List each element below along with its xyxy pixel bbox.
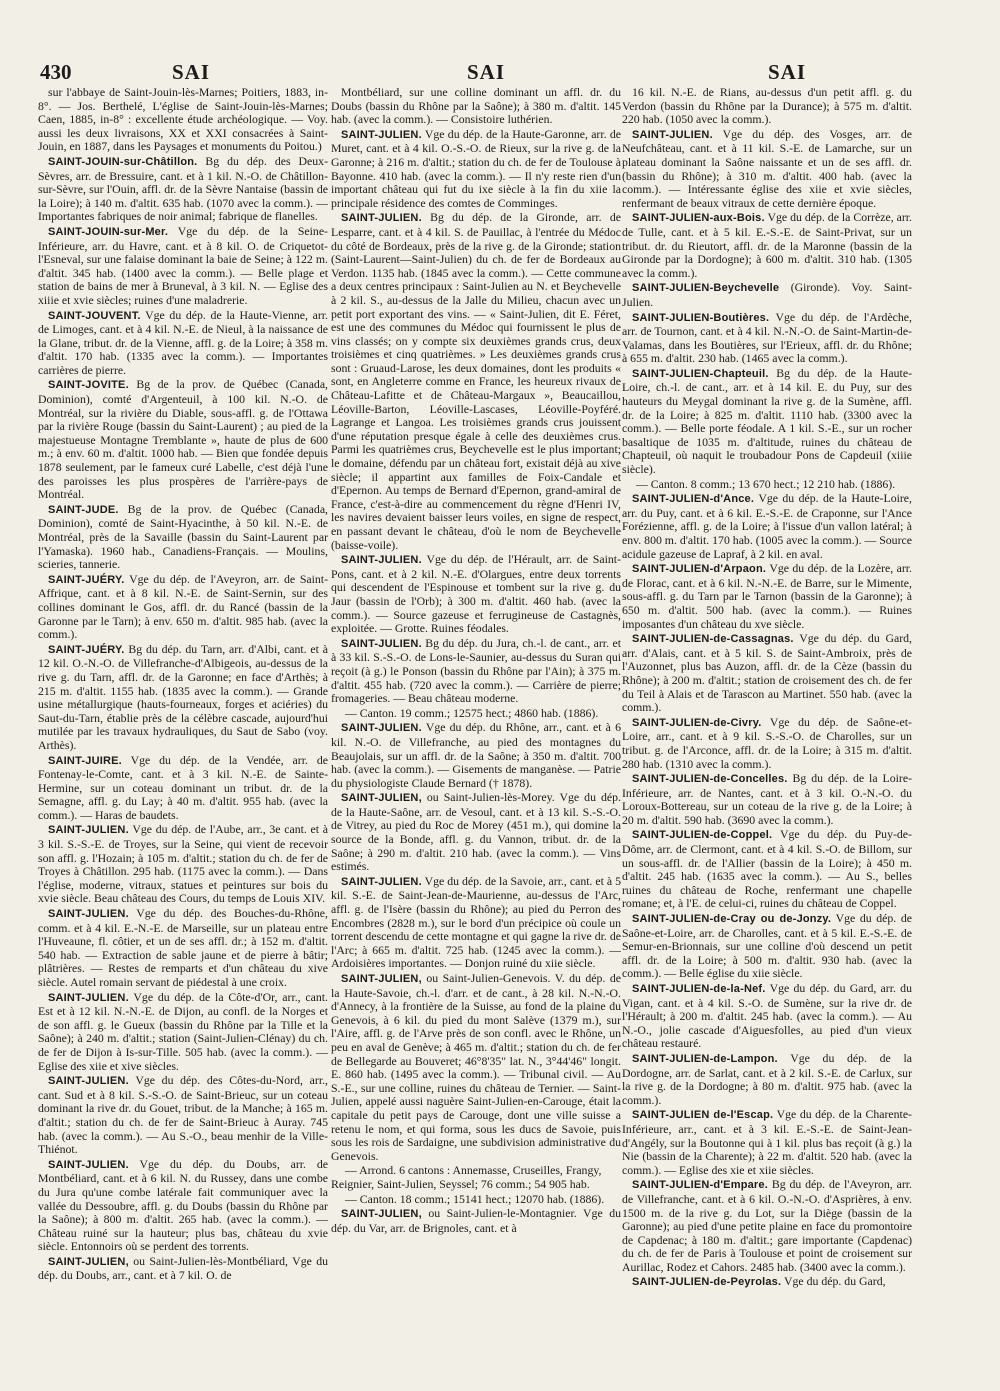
entry-headword: SAINT-JULIEN-de-la-Nef. xyxy=(632,983,766,995)
entry-headword: SAINT-JULIEN. xyxy=(48,1075,129,1088)
entry-text: — Arrond. 6 cantons : Annemasse, Cruseilles, Frangy, Reignier, Saint-Julien, Seyssel; 76 comm.; 54 905 hab. xyxy=(331,1163,602,1191)
dictionary-entry xyxy=(622,1275,912,1290)
entry-text: ou Saint-Julien-Genevois. V. du dép. de la Haute-Savoie, ch.-l. d'arr. et de cant., à 28 kil. N.-N.-O. d'Annecy, à la frontière de la Suisse, au fond de la plaine du Genevois, à 6 kil. du pied du mont Salève (1379 m.), sur l'Aire, affl. g. de l'Arve près de son confl. avec le Rhône, un peu en aval de Genève; à 465 m. d'altit.; station du ch. de fer de Bellegarde au Bouveret; 46°8'35" lat. N., 3°44'46" longit. E. 860 hab. (1495 avec la comm.). — Tribunal civil. — Au S.-E., sur une colline, ruines du château de Ternier. — Saint-Julien, appelé aussi naguère Saint-Julien-en-Carouge, était la capitale du petit pays de Carouge, dont une ville suisse a retenu le nom, et qui forma, sous les ducs de Savoie, puis sous les rois de Sardaigne, une subdivision administrative du Genevois. xyxy=(331,971,621,1163)
entry-text: Vge du dép. du Puy-de-Dôme, arr. de Clermont, cant. et à 4 kil. S.-O. de Billom, sur un sous-affl. dr. de l'Allier (bassin de la Loire); à 450 m. d'altit. 245 hab. (1635 avec la comm.). — Au S., belles ruines du château de Roche, renfermant une chapelle romane; et, à l'E. de celui-ci, ruines du château de Coppel. xyxy=(622,827,912,911)
dictionary-entry xyxy=(622,367,912,477)
entry-headword: SAINT-JULIEN. xyxy=(341,875,422,888)
dictionary-entry xyxy=(622,128,912,211)
dictionary-entry xyxy=(622,982,912,1051)
entry-text: Vge du dép. de la Haute-Loire, arr. du Puy, cant. et à 6 kil. E.-S.-E. de Craponne, sur l'Ance Forézienne, affl. g. de la Loire; à l'issue d'un vallon latéral; à env. 800 m. d'altit. 170 hab. (1005 avec la comm.). — Source acidule gazeuse de Lapraf, à 2 kil. en aval. xyxy=(622,491,912,561)
entry-headword: SAINT-JULIEN. xyxy=(341,722,422,735)
entry-text: Bg du dép. de la Loire-Inférieure, arr. de Nantes, cant. et à 3 kil. O.-N.-O. du Loroux-Bottereau, sur un coteau de la rive g. de la Loire; à 20 m. d'altit. 590 hab. (3690 avec la comm.). xyxy=(622,771,912,827)
entry-headword: SAINT-JULIEN. xyxy=(341,637,422,650)
entry-headword: SAINT-JULIEN. xyxy=(341,212,422,225)
entry-text: — Canton. 19 comm.; 12575 hect.; 4860 hab. (1886). xyxy=(345,705,599,720)
entry-text: 16 kil. N.-E. de Rians, au-dessus d'un petit affl. g. du Verdon (bassin du Rhône par la Durance); à 575 m. d'altit. 220 hab. (1050 avec la comm.). xyxy=(622,86,912,127)
entry-headword: SAINT-JUÉRY. xyxy=(48,573,125,586)
dictionary-entry xyxy=(331,1207,621,1235)
entry-text: Vge du dép. de la Haute-Garonne, arr. de Muret, cant. et à 4 kil. O.-S.-O. de Rieux, sur la rive g. de la Garonne; à 216 m. d'altit.; station du ch. de fer de Toulouse à Bayonne. 410 hab. (avec la comm.). — Il n'y reste rien d'un important château qui fut du ixe siècle à la fin du xiie la principale résidence des comtes de Comminges. xyxy=(331,126,621,210)
entry-text: Vge du dép. de la Charente-Inférieure, arr., cant. et à 3 kil. E.-S.-E. de Saint-Jean-d'Angély, sur la Boutonne qui à 1 kil. plus bas reçoit (à g.) la Nie (bassin de la Charente); à 22 m. d'altit. 520 hab. (avec la comm.). — Eglise des xie et xiie siècles. xyxy=(622,1107,912,1177)
entry-text: ou Saint-Julien-le-Montagnier. Vge du dép. du Var, arr. de Brignoles, cant. et à xyxy=(331,1206,621,1235)
entry-headword: SAINT-JULIEN-Chapteuil. xyxy=(632,367,769,380)
dictionary-entry xyxy=(38,1158,328,1254)
running-head-right: SAI xyxy=(768,60,807,84)
dictionary-entry xyxy=(622,1052,912,1107)
entry-text: ou Saint-Julien-lès-Montbéliard, Vge du dép. du Doubs, arr., cant. et à 7 kil. O. de xyxy=(38,1253,328,1283)
text-column-1 xyxy=(38,86,328,1382)
entry-text: Vge du dép. de Saône-et-Loire, arr. de Charolles, cant. et à 5 kil. E.-S.-E. de Semur-en-Brionnais, sur une colline d'où descend un petit affl. dr. de la Loire; à 500 m. d'altit. 930 hab. (avec la comm.). — Belle église du xiie siècle. xyxy=(622,911,912,981)
entry-headword: SAINT-JULIEN-d'Empare. xyxy=(632,1179,768,1192)
dictionary-entry xyxy=(622,772,912,827)
entry-headword: SAINT-JOVITE. xyxy=(48,379,129,392)
dictionary-entry xyxy=(38,225,328,308)
entry-text: Vge du dép. de la Côte-d'Or, arr., cant. Est et à 12 kil. N.-N.-E. de Dijon, au confl. de la Norges et de son affl. g. le Gueux (bassin du Rhône par la Tille et la Saône); à 240 m. d'altit.; station (Saint-Julien-Clénay) du ch. de fer de Dijon à Is-sur-Tille. 505 hab. (avec la comm.). — Eglise des xiie et xive siècles. xyxy=(38,989,328,1073)
entry-headword: SAINT-JULIEN. xyxy=(48,824,129,837)
entry-headword: SAINT-JULIEN. xyxy=(48,908,129,921)
entry-text: Bg du dép. du Tarn, arr. d'Albi, cant. et à 12 kil. O.-N.-O. de Villefranche-d'Albigeois, au-dessus de la rive g. du Tarn, affl. dr. de la Garonne; en face d'Arthès; à 215 m. d'altit. 1155 hab. (1835 avec la comm.). — Grande usine métallurgique (hauts-fourneaux, forges et aciéries) du Saut-du-Tarn, établie près de la célèbre cascade, aujourd'hui mutilée par les travaux hydrauliques, du Saut de Sabo (voy. Arthès). xyxy=(38,641,328,752)
entry-text: Vge du dép. de l'Aube, arr., 3e cant. et à 3 kil. S.-S.-E. de Troyes, sur la Seine, qui vient de recevoir son affl. g. l'Hozain; à 105 m. d'altit.; station du ch. de fer de Troyes à Châtillon. 295 hab. (1175 avec la comm.). — Dans l'église, moderne, vitraux, statues et peintures sur bois du xvie siècle. Beau château des Cours, du temps de Louis XIV. xyxy=(38,822,328,906)
entry-headword: SAINT-JULIEN-d'Ance. xyxy=(632,493,755,506)
dictionary-entry xyxy=(331,128,621,211)
dictionary-entry xyxy=(331,86,621,127)
entry-text: Vge du dép. de l'Hérault, arr. de Saint-Pons, cant. et à 2 kil. N.-E. d'Olargues, entre deux torrents qui descendent de l'Espinouse et tombent sur la rive g. du Jaur (bassin de l'Orb); à 300 m. d'altit. 460 hab. (avec la comm.). — Source gazeuse et ferrugineuse de Castagnès, exploitée. — Grotte. Ruines féodales. xyxy=(331,552,621,636)
entry-text: Vge du dép. de la Corrèze, arr. de Tulle, cant. et à 5 kil. E.-S.-E. de Saint-Privat, sur un tribut. dr. du Rieutort, affl. dr. de la Maronne (bassin de la Gironde par la Dordogne); à 600 m. d'altit. 310 hab. (1305 avec la comm.). xyxy=(622,210,912,280)
entry-text: Vge du dép. de la Savoie, arr., cant. et à 5 kil. S.-E. de Saint-Jean-de-Maurienne, au-dessus de l'Arc, affl. g. de l'Isère (bassin du Rhône); au pied du Perron des Encombres (2828 m.), sur le bord d'un précipice où coule un torrent descendu de cette montagne et qui gagne la rive dr. de l'Arc; à 665 m. d'altit. 725 hab. (1245 avec la comm.). — Ardoisières importantes. — Donjon ruiné du xiie siècle. xyxy=(331,873,621,971)
dictionary-entry xyxy=(622,1108,912,1177)
entry-text: Vge du dép. de l'Ardèche, arr. de Tournon, cant. et à 4 kil. N.-N.-O. de Saint-Martin-de-Valamas, dans les Boutières, sur l'Erieux, affl. dr. du Rhône; à 655 m. d'altit. 230 hab. (1465 avec la comm.). xyxy=(622,309,912,366)
entry-headword: SAINT-JULIEN. xyxy=(632,128,713,141)
entry-text: Vge du dép. du Doubs, arr. de Montbéliard, cant. et à 6 kil. N. du Russey, dans une combe du Jura qu'une combe latérale fait communiquer avec la vallée du Dessoubre, affl. g. du Doubs (bassin du Rhône par la Saône); à 800 m. d'altit. 265 hab. (avec la comm.). — Château ruiné sur la hauteur; plus bas, château du xvie siècle. Entonnoirs où se perdent des torrents. xyxy=(38,1156,328,1254)
entry-text: Vge du dép. du Gard, arr. du Vigan, cant. et à 4 kil. S.-O. de Sumène, sur la rive dr. de l'Hérault; à 200 m. d'altit. 245 hab. (avec la comm.). — Au N.-O., jolie cascade d'Aiguesfolles, au pied d'un vieux château restauré. xyxy=(622,981,912,1051)
dictionary-entry xyxy=(38,907,328,990)
running-head-center: SAI xyxy=(467,60,506,84)
entry-headword: SAINT-JUDE. xyxy=(48,503,119,516)
entry-text: Vge du dép. du Rhône, arr., cant. et à 6 kil. N.-O. de Villefranche, au pied des montagnes du Beaujolais, sur un affl. dr. de la Saône; à 350 m. d'altit. 700 hab. (avec la comm.). — Gisements de manganèse. — Patrie du physiologiste Claude Bernard († 1878). xyxy=(331,720,621,790)
entry-text: (Gironde). Voy. Saint-Julien. xyxy=(622,280,912,309)
dictionary-entry xyxy=(622,311,912,366)
dictionary-entry xyxy=(38,155,328,224)
entry-text: Vge du dép. du Gard, xyxy=(784,1274,886,1289)
entry-text: — Canton. 8 comm.; 13 670 hect.; 12 210 hab. (1886). xyxy=(636,476,896,491)
entry-headword: SAINT-JULIEN-de-Peyrolas. xyxy=(632,1276,782,1289)
dictionary-entry xyxy=(331,1164,621,1191)
entry-text: Vge du dép. du Gard, arr. d'Alais, cant. et à 5 kil. S. de Saint-Ambroix, près de l'Auzonnet, plus bas Auzon, affl. dr. de la Cèze (bassin du Rhône); à 200 m. d'altit.; station de croisement des ch. de fer du Teil à Alais et de Tarascon au Martinet. 550 hab. (avec la comm.). xyxy=(622,631,912,715)
dictionary-entry xyxy=(622,828,912,911)
entry-text: Vge du dép. de l'Aveyron, arr. de Saint-Affrique, cant. et à 8 kil. N.-E. de Saint-Sernin, sur des collines dominant le Gos, affl. dr. du Rancé (bassin de la Garonne par le Tarn); à env. 650 m. d'altit. 985 hab. (avec la comm.). xyxy=(38,571,328,642)
entry-headword: SAINT-JULIEN-Beychevelle xyxy=(632,282,780,295)
page-header xyxy=(0,60,1000,84)
dictionary-entry xyxy=(38,754,328,823)
entry-text: Bg de la prov. de Québec (Canada, Dominion), comté d'Argenteuil, à 100 kil. N.-O. de Montréal, sur la rivière du Diable, sous-affl. g. de l'Ottawa par la rivière Rouge (bassin du Saint-Laurent) ; au pied de la majestueuse Montagne Tremblante », haute de plus de 600 m.; à env. 60 m. d'altit. 1000 hab. — Bien que fondée depuis 1878 seulement, par le fameux curé Labelle, c'est déjà l'une des paroisses les plus prospères de l'arrière-pays de Montréal. xyxy=(38,377,328,502)
entry-headword: SAINT-JULIEN-de-Civry. xyxy=(632,716,762,729)
entry-text: — Canton. 18 comm.; 15141 hect.; 12070 hab. (1886). xyxy=(345,1191,605,1206)
text-column-3 xyxy=(622,86,912,1382)
entry-text: sur l'abbaye de Saint-Jouin-lès-Marnes; Poitiers, 1883, in-8°. — Jos. Berthelé, L'église de Saint-Jouin-lès-Marnes; Caen, 1885, in-8° : excellente étude archéologique. — Voy. aussi les deux livraisons, XX et XXI consacrées à Saint-Jouin, en 1887, dans les Paysages et monuments du Poitou.) xyxy=(38,86,328,154)
entry-headword: SAINT-JOUIN-sur-Châtillon. xyxy=(48,155,198,168)
running-head-left: SAI xyxy=(172,60,211,84)
entry-headword: SAINT-JULIEN de-l'Escap. xyxy=(632,1109,774,1122)
dictionary-entry xyxy=(331,791,621,874)
entry-text: Vge du dép. des Côtes-du-Nord, arr., cant. Sud et à 8 kil. S.-S.-O. de Saint-Brieuc, sur un coteau dominant la rive dr. du Gouet, tribut. de la Manche; à 165 m. d'altit.; station du ch. de fer de Saint-Brieuc à Auray. 745 hab. (avec la comm.). — Au S.-O., beau menhir de la Ville-Thiénot. xyxy=(38,1073,328,1157)
entry-text: Vge du dép. des Bouches-du-Rhône, comm. et à 4 kil. E.-N.-E. de Marseille, sur un plateau entre l'Huveaune, fl. côtier, et un de ses affl. dr.; à 152 m. d'altit. 540 hab. — Extraction de sable jaune et de pierre à bâtir; plâtrières. — Restes de remparts et d'un château du xive siècle. Autel romain servant de piédestal à une croix. xyxy=(38,906,328,989)
dictionary-entry xyxy=(331,875,621,971)
entry-headword: SAINT-JUIRE. xyxy=(48,754,122,767)
dictionary-entry xyxy=(331,637,621,706)
dictionary-entry xyxy=(38,309,328,378)
entry-headword: SAINT-JULIEN-aux-Bois. xyxy=(632,212,765,225)
dictionary-entry xyxy=(622,632,912,715)
dictionary-entry xyxy=(622,912,912,981)
dictionary-entry xyxy=(38,991,328,1074)
entry-headword: SAINT-JULIEN-Boutières. xyxy=(632,311,770,324)
entry-text: Bg du dép. des Deux-Sèvres, arr. de Bressuire, cant. et à 1 kil. N.-O. de Châtillon-sur-Sèvre, sur l'Ouin, affl. dr. de la Sèvre Nantaise (bassin de la Loire); à 140 m. d'altit. 635 hab. (1070 avec la comm.). — Importantes fabriques de noir animal; fabrique de flanelles. xyxy=(38,153,328,224)
dictionary-entry xyxy=(38,86,328,154)
text-column-2 xyxy=(331,86,621,1382)
entry-text: Bg du dép. du Jura, ch.-l. de cant., arr. et à 33 kil. S.-S.-O. de Lons-le-Saunier, au-dessus du Suran qui reçoit (à g.) le Ponson (bassin du Rhône par l'Ain); à 375 m. d'altit. 455 hab. (720 avec la comm.). — Carrière de pierre; fromageries. — Beau château moderne. xyxy=(331,635,621,706)
entry-text: Bg de la prov. de Québec (Canada, Dominion), comté de Saint-Hyacinthe, à 50 kil. N.-E. de Montréal, près de la Savaille (bassin du Saint-Laurent par l'Yamaska). 1960 hab., Canadiens-Français. — Moulins, scieries, tannerie. xyxy=(38,501,328,572)
dictionary-entry xyxy=(622,562,912,631)
dictionary-entry xyxy=(38,503,328,572)
entry-text: Vge du dép. de la Haute-Vienne, arr. de Limoges, cant. et à 4 kil. N.-E. de Nieul, à la naissance de la Glane, tribut. dr. de la Vienne, affl. g. de la Loire; à 358 m. d'altit. 170 hab. (1335 avec la comm.). — Importantes carrières de pierre. xyxy=(38,307,328,377)
dictionary-entry xyxy=(622,716,912,771)
dictionary-entry xyxy=(622,281,912,309)
entry-text: Vge du dép. de la Lozère, arr. de Florac, cant. et à 6 kil. N.-N.-E. de Barre, sur le Mimente, sous-affl. g. du Tarn par le Tarnon (bassin de la Garonne); à 650 m. d'altit. 500 hab. (avec la comm.). — Ruines imposantes d'un château du xve siècle. xyxy=(622,561,912,631)
entry-headword: SAINT-JULIEN-de-Coppel. xyxy=(632,829,773,842)
entry-headword: SAINT-JULIEN. xyxy=(48,1158,129,1171)
entry-headword: SAINT-JOUIN-sur-Mer. xyxy=(48,225,169,238)
dictionary-entry xyxy=(622,478,912,492)
dictionary-entry xyxy=(331,972,621,1163)
entry-headword: SAINT-JULIEN, xyxy=(341,973,422,985)
entry-text: Vge du dép. de la Seine-Inférieure, arr. du Havre, cant. et à 8 kil. O. de Criquetot-l'Esneval, sur une falaise dominant la baie de Seine; à 122 m. d'altit. 345 hab. (1400 avec la comm.). — Belle plage et station de bains de mer à Bruneval, à 3 kil. N. — Eglise des xiiie et xvie siècles; ruines d'une maladrerie. xyxy=(38,223,328,307)
dictionary-entry xyxy=(38,823,328,906)
dictionary-entry xyxy=(622,492,912,561)
entry-text: Bg du dép. de l'Aveyron, arr. de Villefranche, cant. et à 6 kil. O.-N.-O. d'Asprières, à env. 1500 m. de la rive g. du Lot, sur la Diège (bassin de la Garonne); au pied d'une petite plaine en face du promontoire de Capdenac; à 180 m. d'altit.; gare importante (Capdenac) du ch. de fer de Paris à Toulouse et point de croisement sur Aurillac, Rodez et Cahors. 2485 hab. (3400 avec la comm.). xyxy=(622,1177,912,1274)
entry-headword: SAINT-JULIEN, xyxy=(341,792,422,805)
dictionary-entry xyxy=(331,721,621,790)
entry-text: Vge du dép. de la Dordogne, arr. de Sarlat, cant. et à 2 kil. S.-E. de Carlux, sur la rive g. de la Dordogne; à 80 m. d'altit. 975 hab. (avec la comm.). xyxy=(622,1050,912,1107)
dictionary-entry xyxy=(622,86,912,127)
dictionary-entry xyxy=(331,553,621,636)
entry-headword: SAINT-JULIEN, xyxy=(48,1255,129,1268)
dictionary-entry xyxy=(331,211,621,552)
entry-headword: SAINT-JULIEN, xyxy=(341,1208,422,1221)
entry-text: Vge du dép. des Vosges, arr. de Neufchâteau, cant. et à 11 kil. S.-E. de Lamarche, sur un plateau dominant la Saône naissante et un de ses affl. dr. (bassin du Rhône); à 310 m. d'altit. 400 hab. (avec la comm.). — Intéressante église des xiie et xvie siècles, renfermant de beaux vitraux de cette dernière époque. xyxy=(622,126,912,210)
entry-headword: SAINT-JUÉRY. xyxy=(48,643,125,656)
entry-text: Bg du dép. de la Haute-Loire, ch.-l. de cant., arr. et à 14 kil. E. du Puy, sur des hauteurs du Meygal dominant la rive g. de la Sumène, affl. dr. de la Loire; à 825 m. d'altit. 1110 hab. (3300 avec la comm.). — Belle porte féodale. A 1 kil. S.-E., sur un rocher basaltique de 1035 m. d'altitude, ruines du château de Chapteuil, où naquit le troubadour Pons de Capdeuil (xiiie siècle). xyxy=(622,365,912,477)
entry-text: Montbéliard, sur une colline dominant un affl. dr. du Doubs (bassin du Rhône par la Saône); à 380 m. d'altit. 145 hab. (avec la comm.). — Consistoire luthérien. xyxy=(331,86,621,127)
dictionary-entry xyxy=(38,1074,328,1157)
dictionary-entry xyxy=(38,573,328,642)
entry-text: Bg du dép. de la Gironde, arr. de Lesparre, cant. et à 4 kil. S. de Pauillac, à l'entrée du Médoc du côté de Bordeaux, près de la rive g. de la Gironde; station (Saint-Laurent—Saint-Julien) du ch. de fer de Bordeaux au Verdon. 1135 hab. (1845 avec la comm.). — Cette commune a deux centres principaux : Saint-Julien au N. et Beychevelle à 2 kil. S., au-dessus de la Jalle du Milieu, chacun avec un petit port exportant des vins. — « Saint-Julien, dit E. Féret, est une des communes du Médoc qui fournissent le plus de vins classés; on y compte six deuxièmes grands crus, deux troisièmes et cinq quatrièmes. » Les deuxièmes grands crus sont : Gruaud-Larose, les deux domaines, dont les produits « sont, en Angleterre comme en France, les heureux rivaux de Château-Lafitte et de Château-Margaux », Beaucaillou, Léoville-Barton, Léoville-Lascases, Léoville-Poyféré. Lagrange et Langoa. Les troisièmes grands crus jouissent d'une réputation presque égale à celle des deuxièmes crus. Parmi les quatrièmes crus, Beychevelle est le plus important; le domaine, défendu par un château fort, existait déjà au xive siècle; il appartint aux familles de Foix-Candale et d'Epernon. Au temps de Bernard d'Epernon, grand-amiral de France, c'est-à-dire au commencement du règne d'Henri IV, les navires devaient baisser leurs voiles, en signe de respect, en passant devant le château, d'où le nom de Beychevelle (baisse-voile). xyxy=(331,210,621,552)
entry-headword: SAINT-JULIEN. xyxy=(341,554,422,567)
entry-headword: SAINT-JULIEN-d'Arpaon. xyxy=(632,563,767,576)
entry-headword: SAINT-JULIEN-de-Cray ou de-Jonzy. xyxy=(632,913,832,926)
dictionary-entry xyxy=(38,378,328,501)
entry-text: Vge du dép. de la Vendée, arr. de Fontenay-le-Comte, cant. et à 3 kil. N.-E. de Sainte-Hermine, sur un coteau dominant un tribut. dr. de la Semagne, affl. g. du Lay; à 40 m. d'altit. 955 hab. (avec la comm.). — Haras de baudets. xyxy=(38,752,328,822)
entry-headword: SAINT-JULIEN-de-Concelles. xyxy=(632,773,788,786)
entry-headword: SAINT-JULIEN. xyxy=(48,991,129,1004)
entry-headword: SAINT-JULIEN. xyxy=(341,128,422,141)
entry-text: ou Saint-Julien-lès-Morey. Vge du dép. de la Haute-Saône, arr. de Vesoul, cant. et à 13 kil. S.-S.-O. de Vitrey, au pied du Roc de Morey (451 m.), qui domine la source de la Bonde, affl. g. du Vannon, tribut. dr. de la Saône; à 290 m. d'altit. 210 hab. (avec la comm.). — Vins estimés. xyxy=(331,790,621,874)
dictionary-entry xyxy=(38,643,328,753)
dictionary-entry xyxy=(622,211,912,280)
dictionary-entry xyxy=(331,1193,621,1207)
entry-headword: SAINT-JULIEN-de-Cassagnas. xyxy=(632,633,794,646)
page-number: 430 xyxy=(40,60,72,84)
entry-headword: SAINT-JULIEN-de-Lampon. xyxy=(632,1052,778,1065)
entry-headword: SAINT-JOUVENT. xyxy=(48,309,141,322)
entry-text: Vge du dép. de Saône-et-Loire, arr., cant. et à 9 kil. S.-S.-O. de Charolles, sur un tribut. g. de l'Arconce, affl. dr. de la Loire; à 315 m. d'altit. 280 hab. (1310 avec la comm.). xyxy=(622,714,912,771)
dictionary-entry xyxy=(331,707,621,721)
dictionary-entry xyxy=(622,1178,912,1274)
dictionary-entry xyxy=(38,1255,328,1283)
